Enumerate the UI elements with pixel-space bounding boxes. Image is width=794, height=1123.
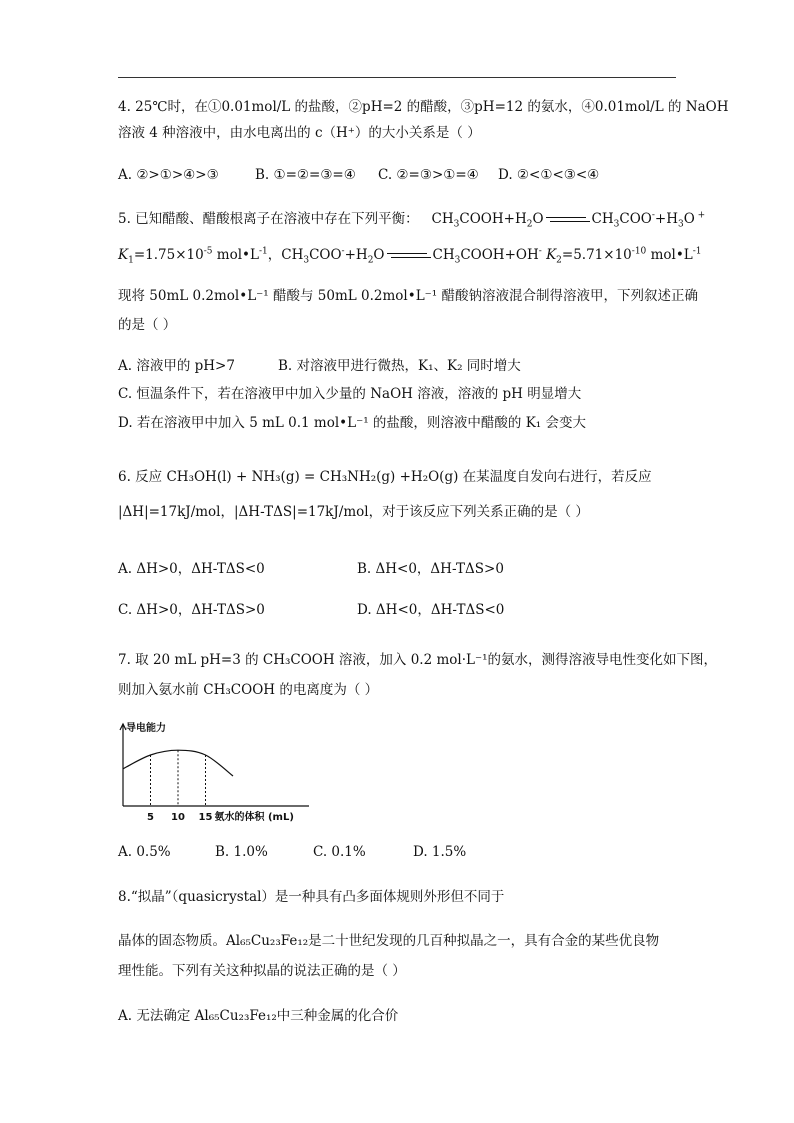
q4-option-a: A. ②>①>④>③ — [118, 167, 219, 183]
q5-line1 — [118, 210, 705, 228]
x-axis-label: 氨水的体积 (mL) — [214, 812, 294, 823]
q5-option-d: D. 若在溶液甲中加入 5 mL 0.1 mol•L⁻¹ 的盐酸，则溶液中醋酸的 K₁ 会变大 — [118, 415, 586, 431]
q5-equilibrium-1: $CH_3COOH+H_2O$ $CH_3COO^-+H_3O$ + — [422, 210, 706, 230]
q7-option-a: A. 0.5% — [118, 844, 171, 860]
q8-line2: 晶体的固态物质。Al₆₅Cu₂₃Fe₁₂是二十世纪发现的几百种拟晶之一，具有合金的某些优良物 — [118, 933, 660, 949]
q6-line1: 6. 反应 CH₃OH(l) + NH₃(g) = CH₃NH₂(g) +H₂O(g) 在某温度自发向右进行，若反应 — [118, 469, 652, 485]
q6-option-c: C. ΔH>0，ΔH-TΔS>0 — [118, 602, 265, 618]
q5-line4: 的是（ ） — [118, 317, 177, 333]
q8-line1: 8.“拟晶”（quasicrystal）是一种具有凸多面体规则外形但不同于 — [118, 889, 505, 905]
q5-intro: 5. 已知醋酸、醋酸根离子在溶液中存在下列平衡： — [118, 211, 419, 227]
q4-option-c: C. ②=③>①=④ — [378, 167, 479, 183]
q5-line2: $K_1=1.75\times 10^{-5}$ $mol•L^{-1}$，$CH_3COO^-+H_2O$ $CH_3COOH+OH^-$ $K_2=5.71\times 10^{-10}$ $mol•L^{-1}$ — [118, 246, 702, 266]
q5-option-a: A. 溶液甲的 pH>7 — [118, 358, 235, 374]
q5-option-b: B. 对溶液甲进行微热，K₁、K₂ 同时增大 — [278, 358, 521, 374]
q8-option-a: A. 无法确定 Al₆₅Cu₂₃Fe₁₂中三种金属的化合价 — [118, 1008, 399, 1024]
x-tick-label-15: 15 — [198, 812, 213, 823]
q8-line3: 理性能。下列有关这种拟晶的说法正确的是（ ） — [118, 963, 406, 979]
q6-option-a: A. ΔH>0，ΔH-TΔS<0 — [118, 561, 265, 577]
q7-option-c: C. 0.1% — [313, 844, 366, 860]
conductivity-chart — [114, 716, 314, 826]
x-tick-label-5: 5 — [147, 812, 154, 823]
q7-line2: 则加入氨水前 CH₃COOH 的电离度为（ ） — [118, 682, 379, 698]
q7-option-b: B. 1.0% — [215, 844, 268, 860]
q7-option-d: D. 1.5% — [413, 844, 467, 860]
q7-line1: 7. 取 20 mL pH=3 的 CH₃COOH 溶液，加入 0.2 mol·L⁻¹的氨水，测得溶液导电性变化如下图， — [118, 652, 718, 668]
q4-line1: 4. 25℃时，在①0.01mol/L 的盐酸，②pH=2 的醋酸，③pH=12 的氨水，④0.01mol/L 的 NaOH — [118, 99, 729, 115]
q4-option-b: B. ①=②=③=④ — [255, 167, 356, 183]
q4-option-d: D. ②<①<③<④ — [498, 167, 600, 183]
q6-option-d: D. ΔH<0，ΔH-TΔS<0 — [357, 602, 505, 618]
q4-line2: 溶液 4 种溶液中，由水电离出的 c（H⁺）的大小关系是（ ） — [118, 125, 481, 141]
x-tick-label-10: 10 — [171, 812, 185, 823]
header-rule — [118, 77, 676, 78]
y-axis-label: 导电能力 — [126, 723, 166, 734]
q5-option-c: C. 恒温条件下，若在溶液甲中加入少量的 NaOH 溶液，溶液的 pH 明显增大 — [118, 386, 582, 402]
equilibrium-arrow-icon — [546, 215, 590, 225]
q5-line3: 现将 50mL 0.2mol•L⁻¹ 醋酸与 50mL 0.2mol•L⁻¹ 醋酸钠溶液混合制得溶液甲，下列叙述正确 — [118, 288, 698, 304]
equilibrium-arrow-icon — [387, 251, 431, 261]
q6-option-b: B. ΔH<0，ΔH-TΔS>0 — [357, 561, 504, 577]
q6-line2: |ΔH|=17kJ/mol，|ΔH-TΔS|=17kJ/mol，对于该反应下列关系正确的是（ ） — [118, 504, 589, 520]
